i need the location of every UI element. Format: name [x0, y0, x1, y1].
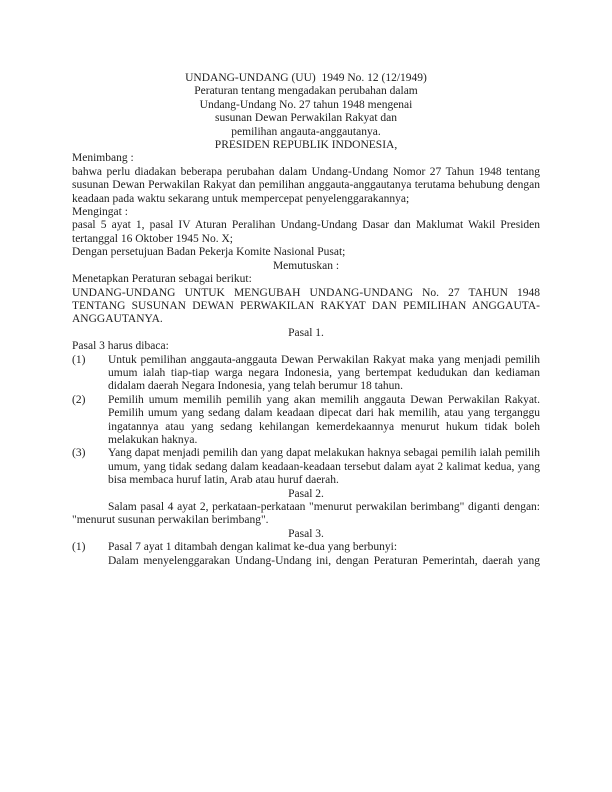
menetapkan-intro: Menetapkan Peraturan sebagai berikut: — [72, 273, 252, 286]
item-number: (1) — [72, 541, 86, 554]
pasal-1-intro: Pasal 3 harus dibaca: — [72, 340, 169, 353]
title-line-4: susunan Dewan Perwakilan Rakyat dan — [214, 112, 398, 125]
menetapkan-section — [72, 273, 540, 327]
issuer-line: PRESIDEN REPUBLIK INDONESIA, — [214, 139, 398, 152]
pasal-1-item — [72, 447, 540, 487]
document-title-block — [72, 72, 540, 139]
title-line-5: pemilihan angauta-anggautanya. — [231, 125, 381, 138]
pasal-3-item — [72, 541, 540, 568]
title-line-3: Undang-Undang No. 27 tahun 1948 mengenai — [199, 98, 413, 111]
menimbang-section — [72, 152, 540, 206]
approval-line: Dengan persetujuan Badan Pekerja Komite Nasional Pusat; — [72, 246, 346, 259]
pasal-1-section — [72, 340, 540, 487]
menimbang-body: bahwa perlu diadakan beberapa perubahan dalam Undang-Undang Nomor 27 Tahun 1948 tentang susunan Dewan Perwakilan Rakyat dan pemilihan anggauta-anggautanya terutama behubung dengan keadaan pada waktu sekarang untuk mempercepat penyelenggarakannya; — [72, 165, 540, 205]
pasal-3-item-line-2: Dalam menyelenggarakan Undang-Undang ini, dengan Peraturan Pemerintah, daerah yang — [108, 554, 540, 567]
pasal-2-body: Salam pasal 4 ayat 2, perkataan-perkataan "menurut perwakilan berimbang" diganti dengan: "menurut susunan perwakilan berimbang". — [72, 501, 540, 527]
pasal-3-heading: Pasal 3. — [288, 527, 324, 540]
item-text: Pemilih umum memilih pemilih yang akan memilih anggauta Dewan Perwakilan Rakyat. Pemilih umum yang sedang dalam keadaan dipecat dari hak memilih, atau yang terganggu ingatannya atau yang sedang kehilangan kemerdekaannya menurut hukum tidak boleh melakukan haknya. — [108, 393, 540, 446]
mengingat-body: pasal 5 ayat 1, pasal IV Aturan Peralihan Undang-Undang Dasar dan Maklumat Wakil Presiden tertanggal 16 Oktober 1945 No. X; — [72, 219, 540, 245]
menetapkan-body: UNDANG-UNDANG UNTUK MENGUBAH UNDANG-UNDANG No. 27 TAHUN 1948 TENTANG SUSUNAN DEWAN PERWAKILAN RAKYAT DAN PEMILIHAN ANGGAUTA-ANGGAUTANYA. — [72, 286, 540, 326]
approval-section — [72, 246, 540, 273]
mengingat-section — [72, 206, 540, 246]
item-text: Untuk pemilihan anggauta-anggauta Dewan Perwakilan Rakyat maka yang menjadi pemilih umum ialah tiap-tiap warga negara Indonesia, yang bertempat kedudukan dan kediaman didalam daerah Negara Indonesia, yang telah berumur 18 tahun. — [108, 353, 540, 393]
pasal-1-heading: Pasal 1. — [288, 326, 324, 339]
pasal-2-heading: Pasal 2. — [288, 487, 324, 500]
pasal-1-item — [72, 354, 540, 394]
title-line-1: UNDANG-UNDANG (UU) 1949 No. 12 (12/1949) — [185, 72, 427, 84]
item-text: Yang dapat menjadi pemilih dan yang dapat melakukan haknya sebagai pemilih ialah pemilih umum, yang tidak sedang dalam keadaan-keadaan tersebut dalam ayat 2 kalimat kedua, yang bisa membaca huruf latin, Arab atau huruf daerah. — [108, 447, 540, 487]
pasal-1-item — [72, 394, 540, 448]
item-number: (1) — [72, 353, 86, 366]
title-line-2: Peraturan tentang mengadakan perubahan dalam — [194, 85, 418, 98]
item-number: (3) — [72, 447, 86, 460]
menimbang-label: Menimbang : — [72, 152, 134, 165]
memutuskan-line: Memutuskan : — [272, 259, 340, 272]
item-number: (2) — [72, 393, 86, 406]
pasal-3-item-line-1: Pasal 7 ayat 1 ditambah dengan kalimat ke-dua yang berbunyi: — [108, 541, 398, 554]
mengingat-label: Mengingat : — [72, 206, 128, 219]
